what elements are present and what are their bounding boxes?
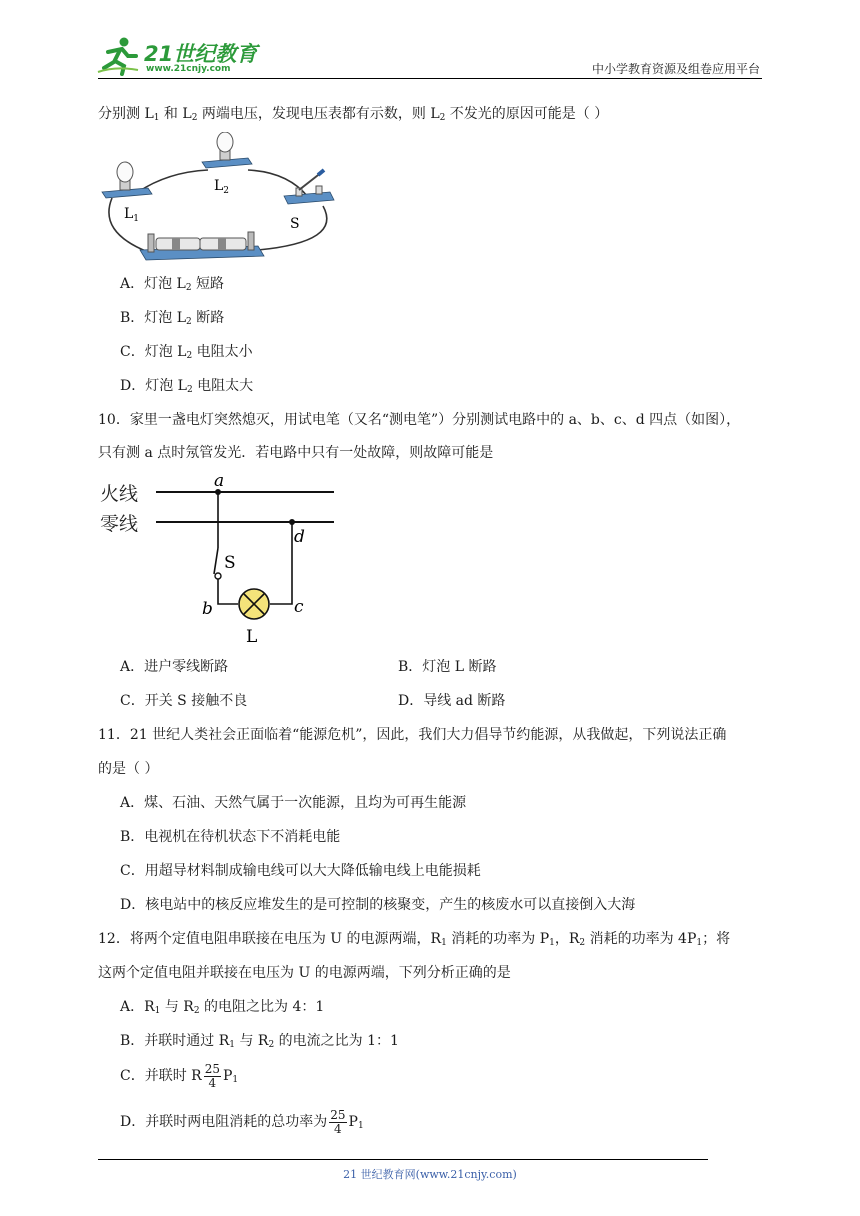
logo-url: www.21cnjy.com	[146, 64, 231, 74]
label-s: S	[290, 216, 300, 232]
q11-stem-line2: 的是（ ）	[98, 761, 159, 777]
q11-option-d: D．核电站中的核反应堆发生的是可控制的核聚变，产生的核废水可以直接倒入大海	[120, 897, 636, 913]
q10-option-d: D．导线 ad 断路	[398, 693, 506, 709]
q10-option-a: A．进户零线断路	[120, 659, 229, 675]
switch-s-icon	[284, 170, 334, 204]
q10-option-b: B．灯泡 L 断路	[398, 659, 497, 675]
q11-option-c: C．用超导材料制成输电线可以大大降低输电线上电能损耗	[120, 863, 481, 879]
lamp-l1-icon	[102, 162, 152, 198]
q9-option-c: C．灯泡 $L_2$ 电阻太小	[120, 344, 253, 361]
q10-option-c: C．开关 S 接触不良	[120, 693, 248, 709]
label-switch-s: S	[224, 553, 236, 573]
label-a: a	[214, 471, 225, 491]
label-live-wire: 火线	[100, 483, 139, 505]
q9-option-b: B．灯泡 $L_2$ 断路	[120, 310, 225, 327]
q11-option-a: A．煤、石油、天然气属于一次能源，且均为可再生能源	[120, 795, 467, 811]
label-neutral-wire: 零线	[100, 513, 139, 535]
q9-stem: 分别测 $L_1$ 和 $L_2$ 两端电压，发现电压表都有示数，则 $L_2$ 不发光的原因可能是（ ）	[98, 106, 609, 123]
label-b: b	[202, 599, 213, 619]
header-divider	[98, 78, 762, 79]
bulb-l-icon	[239, 589, 269, 619]
q10-stem-line1: 10．家里一盏电灯突然熄灭，用试电笔（又名“测电笔”）分别测试电路中的 a、b、c、d 四点（如图），	[98, 412, 741, 428]
q9-circuit-figure	[98, 132, 343, 264]
label-c: c	[294, 597, 304, 617]
battery-box-icon	[140, 232, 264, 260]
q11-option-b: B．电视机在待机状态下不消耗电能	[120, 829, 341, 845]
label-d: d	[294, 527, 305, 547]
q9-option-d: D．灯泡 $L_2$ 电阻太大	[120, 378, 254, 395]
label-l2: $L_2$	[214, 178, 230, 196]
platform-name: 中小学教育资源及组卷应用平台	[591, 62, 760, 76]
q11-stem-line1: 11．21 世纪人类社会正面临着“能源危机”，因此，我们大力倡导节约能源，从我做起，下列说法正确	[98, 727, 727, 743]
q12-option-d: D．并联时两电阻消耗的总功率为 $\frac{25}{4}$ $P_1$	[120, 1107, 364, 1136]
footer-text: 21 世纪教育网(www.21cnjy.com)	[343, 1168, 517, 1181]
q12-option-b: B．并联时通过 $R_1$ 与 $R_2$ 的电流之比为 1：1	[120, 1033, 399, 1050]
q12-stem-line1: 12．将两个定值电阻串联接在电压为 U 的电源两端，$R_1$ 消耗的功率为 $P_1$，$R_2$ 消耗的功率为 $4P_1$；将	[98, 931, 731, 948]
fraction-25-4: $\frac{25}{4}$	[330, 1107, 346, 1136]
footer-divider	[98, 1159, 708, 1160]
q12-stem-line2: 这两个定值电阻并联接在电压为 U 的电源两端，下列分析正确的是	[98, 965, 511, 981]
runner-logo-icon	[96, 36, 140, 76]
q10-stem-line2: 只有测 a 点时氖管发光．若电路中只有一处故障，则故障可能是	[98, 445, 494, 461]
lamp-l2-icon	[202, 132, 252, 168]
q12-option-c: C．并联时 R $\frac{25}{4}$ $P_1$	[120, 1061, 239, 1090]
logo-title: 21世纪教育	[144, 42, 258, 66]
label-lamp-l: L	[246, 627, 258, 647]
fraction-25-4: $\frac{25}{4}$	[204, 1061, 220, 1090]
label-l1: $L_1$	[124, 206, 140, 224]
q9-option-a: A．灯泡 $L_2$ 短路	[120, 276, 225, 293]
header-logo	[96, 36, 266, 76]
q12-option-a: A．$R_1$ 与 $R_2$ 的电阻之比为 4：1	[120, 999, 325, 1016]
q10-circuit-figure	[98, 470, 338, 650]
